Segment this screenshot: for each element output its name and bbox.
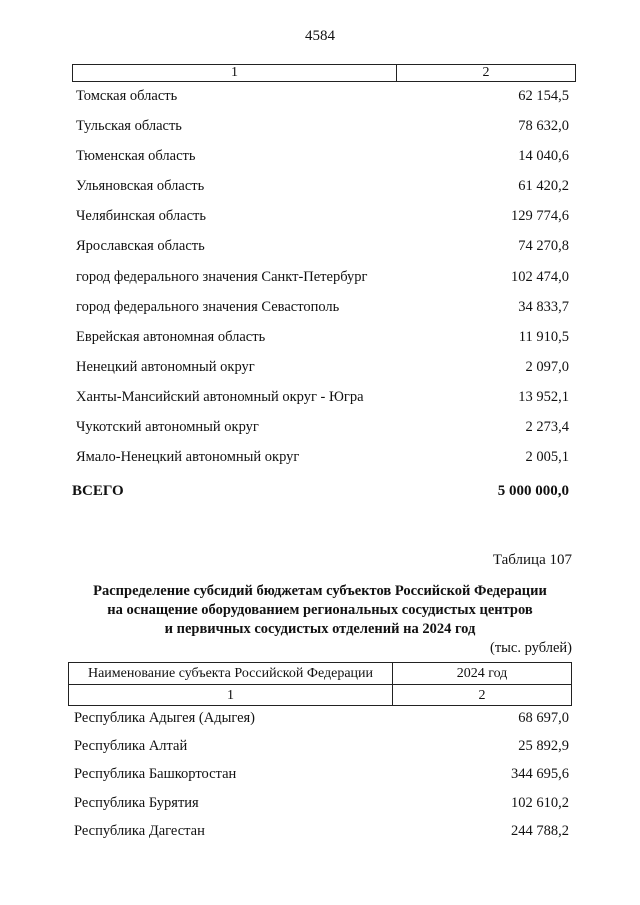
table-row bbox=[76, 269, 569, 299]
region-name: Томская область bbox=[76, 88, 178, 104]
region-name: город федерального значения Севастополь bbox=[76, 298, 340, 315]
region-name: Ханты-Мансийский автономный округ - Югра bbox=[76, 388, 364, 405]
table-row bbox=[76, 178, 569, 208]
table-row bbox=[76, 208, 569, 238]
table-row bbox=[74, 738, 569, 766]
table-title bbox=[60, 582, 580, 639]
subsidy-value: 2 005,1 bbox=[525, 449, 569, 466]
table-row bbox=[76, 299, 569, 329]
table-row bbox=[76, 359, 569, 389]
table-label: Таблица 107 bbox=[492, 552, 572, 568]
header-year: 2024 год bbox=[456, 666, 508, 681]
table-row bbox=[76, 449, 569, 479]
region-name: Тульская область bbox=[76, 118, 182, 135]
total-label: ВСЕГО bbox=[72, 483, 124, 499]
table-row bbox=[76, 148, 569, 178]
region-name: Чукотский автономный округ bbox=[76, 419, 259, 436]
total-row bbox=[72, 483, 569, 500]
subsidy-value: 11 910,5 bbox=[518, 328, 569, 345]
header-subject-name: Наименование субъекта Российской Федерации bbox=[69, 663, 393, 684]
subsidy-value: 68 697,0 bbox=[518, 710, 569, 726]
subsidy-value: 62 154,5 bbox=[518, 88, 569, 104]
column-number-2: 2 bbox=[482, 65, 490, 80]
top-table-body bbox=[76, 88, 569, 479]
region-name: Тюменская область bbox=[76, 148, 196, 165]
column-number-1: 1 bbox=[69, 685, 393, 705]
subsidy-value: 34 833,7 bbox=[518, 298, 569, 315]
table-title-line: Распределение субсидий бюджетам субъектов Российской Федерации bbox=[93, 583, 547, 599]
table-title-line: и первичных сосудистых отделений на 2024 год bbox=[164, 621, 476, 637]
region-name: Ямало-Ненецкий автономный округ bbox=[76, 449, 300, 466]
subsidy-value: 244 788,2 bbox=[511, 822, 569, 839]
region-name: Республика Бурятия bbox=[74, 794, 199, 811]
table-row bbox=[74, 766, 569, 794]
region-name: Республика Адыгея (Адыгея) bbox=[74, 710, 256, 726]
table-row bbox=[76, 389, 569, 419]
subsidy-value: 13 952,1 bbox=[518, 388, 569, 405]
subsidy-value: 78 632,0 bbox=[518, 118, 569, 135]
page-number: 4584 bbox=[305, 28, 335, 44]
table-107-body bbox=[74, 710, 569, 851]
units-label: (тыс. рублей) bbox=[490, 640, 572, 656]
region-name: Ярославская область bbox=[76, 238, 205, 255]
subsidy-value: 74 270,8 bbox=[518, 238, 569, 255]
table-header bbox=[68, 662, 572, 706]
region-name: Ненецкий автономный округ bbox=[76, 358, 255, 375]
subsidy-value: 344 695,6 bbox=[511, 766, 569, 783]
table-row bbox=[76, 118, 569, 148]
column-number-header bbox=[72, 64, 576, 82]
subsidy-value: 102 474,0 bbox=[511, 268, 569, 285]
table-title-line: на оснащение оборудованием региональных сосудистых центров bbox=[107, 602, 533, 618]
table-row bbox=[76, 238, 569, 268]
region-name: Республика Дагестан bbox=[74, 822, 205, 839]
region-name: Республика Алтай bbox=[74, 738, 188, 755]
region-name: Ульяновская область bbox=[76, 178, 205, 195]
table-row bbox=[76, 419, 569, 449]
subsidy-value: 2 097,0 bbox=[525, 358, 569, 375]
column-number-1: 1 bbox=[73, 65, 397, 81]
subsidy-value: 25 892,9 bbox=[518, 738, 569, 755]
subsidy-value: 2 273,4 bbox=[525, 419, 569, 436]
total-value: 5 000 000,0 bbox=[497, 483, 569, 499]
subsidy-value: 129 774,6 bbox=[511, 208, 569, 225]
table-row bbox=[76, 88, 569, 118]
region-name: Челябинская область bbox=[76, 208, 206, 225]
subsidy-value: 102 610,2 bbox=[511, 794, 569, 811]
table-row bbox=[74, 795, 569, 823]
region-name: Республика Башкортостан bbox=[74, 766, 237, 783]
region-name: город федерального значения Санкт-Петербург bbox=[76, 268, 368, 285]
subsidy-value: 14 040,6 bbox=[518, 148, 569, 165]
column-number-2: 2 bbox=[478, 688, 486, 703]
region-name: Еврейская автономная область bbox=[76, 328, 266, 345]
table-row bbox=[74, 710, 569, 738]
subsidy-value: 61 420,2 bbox=[518, 178, 569, 195]
table-row bbox=[74, 823, 569, 851]
table-row bbox=[76, 329, 569, 359]
